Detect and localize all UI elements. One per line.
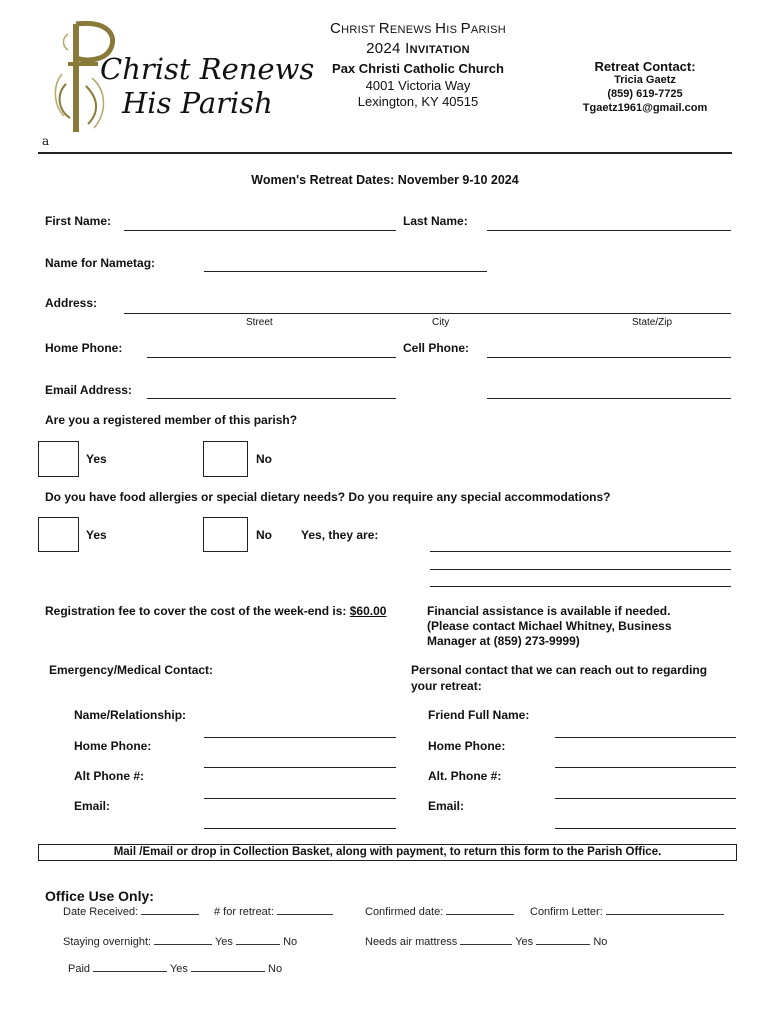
title-part: HRIST bbox=[341, 24, 379, 36]
allergy-detail-line-1[interactable] bbox=[430, 551, 731, 552]
friend-email-label: Email: bbox=[428, 799, 465, 813]
emergency-name-field[interactable] bbox=[204, 737, 396, 738]
emergency-heading: Emergency/Medical Contact: bbox=[49, 663, 214, 677]
date-received bbox=[63, 905, 199, 918]
needs-mattress-yes-field[interactable] bbox=[460, 935, 512, 945]
staying-overnight bbox=[63, 935, 297, 948]
office-heading: Office Use Only: bbox=[45, 888, 154, 904]
retreat-contact-email: Tgaetz1961@gmail.com bbox=[582, 102, 708, 114]
paid-label: Paid bbox=[68, 963, 91, 975]
allergy-question: Do you have food allergies or special dietary needs? Do you require any special accommodations? bbox=[45, 490, 611, 504]
financial-assistance-line-3: Manager at (859) 273-9999) bbox=[427, 634, 580, 648]
date-received-label: Date Received: bbox=[63, 906, 139, 918]
address-label: Address: bbox=[45, 296, 98, 310]
street-caption: Street bbox=[246, 317, 273, 328]
statezip-caption: State/Zip bbox=[632, 317, 673, 328]
member-yes-checkbox[interactable] bbox=[38, 441, 79, 477]
member-no-checkbox[interactable] bbox=[203, 441, 248, 477]
church-name: Pax Christi Catholic Church bbox=[332, 61, 504, 76]
emergency-name-label: Name/Relationship: bbox=[74, 708, 187, 722]
allergy-no-label: No bbox=[256, 528, 272, 542]
confirm-letter bbox=[530, 905, 724, 918]
staying-overnight-no-label: No bbox=[283, 936, 298, 948]
title-part: NVITATION bbox=[409, 44, 470, 56]
paid-no-label: No bbox=[268, 963, 283, 975]
address-field[interactable] bbox=[124, 313, 731, 314]
emergency-home-phone-label: Home Phone: bbox=[74, 739, 152, 753]
title-part: IS bbox=[446, 24, 461, 36]
title-part: R bbox=[378, 20, 390, 37]
staying-overnight-yes-field[interactable] bbox=[154, 935, 212, 945]
allergy-detail-line-3[interactable] bbox=[430, 586, 731, 587]
title-part: 2024 bbox=[366, 40, 406, 57]
fee-description: Registration fee to cover the cost of the week-end is: bbox=[45, 604, 347, 618]
personal-heading-line-1: Personal contact that we can reach out to regarding bbox=[411, 663, 708, 677]
friend-name-field[interactable] bbox=[555, 737, 736, 738]
title-part: P bbox=[460, 20, 471, 37]
confirm-letter-label: Confirm Letter: bbox=[530, 906, 603, 918]
emergency-email-field[interactable] bbox=[204, 828, 396, 829]
home-phone-field[interactable] bbox=[147, 357, 396, 358]
first-name-label: First Name: bbox=[45, 214, 112, 228]
nametag-label: Name for Nametag: bbox=[45, 256, 156, 270]
retreat-contact-name: Tricia Gaetz bbox=[614, 74, 676, 86]
confirmed-date bbox=[365, 905, 514, 918]
logo-corner-mark: a bbox=[42, 134, 50, 148]
friend-home-phone-field[interactable] bbox=[555, 767, 736, 768]
friend-name-label: Friend Full Name: bbox=[428, 708, 530, 722]
church-street: 4001 Victoria Way bbox=[365, 78, 471, 93]
num-retreat-label: # for retreat: bbox=[214, 906, 274, 918]
needs-mattress bbox=[365, 935, 607, 948]
financial-assistance-line-2: (Please contact Michael Whitney, Business bbox=[427, 619, 672, 633]
friend-home-phone-label: Home Phone: bbox=[428, 739, 506, 753]
email-field-continued[interactable] bbox=[487, 398, 731, 399]
friend-alt-phone-field[interactable] bbox=[555, 798, 736, 799]
fee-amount: $60.00 bbox=[349, 604, 387, 618]
email-label: Email Address: bbox=[45, 383, 132, 397]
paid-no-field[interactable] bbox=[191, 962, 265, 972]
retreat-contact-phone: (859) 619-7725 bbox=[607, 88, 683, 100]
mail-note-box bbox=[38, 844, 737, 861]
title-part: C bbox=[329, 20, 342, 37]
email-field[interactable] bbox=[147, 398, 396, 399]
city-caption: City bbox=[432, 317, 450, 328]
title-part: ENEWS bbox=[389, 24, 436, 36]
emergency-email-label: Email: bbox=[74, 799, 111, 813]
logo bbox=[40, 14, 315, 149]
member-yes-label: Yes bbox=[86, 452, 107, 466]
retreat-contact-heading: Retreat Contact: bbox=[594, 59, 696, 74]
header-title-line-1 bbox=[300, 20, 536, 37]
cell-phone-label: Cell Phone: bbox=[403, 341, 470, 355]
logo-line-2: His Parish bbox=[122, 86, 273, 120]
needs-mattress-label: Needs air mattress bbox=[365, 936, 458, 948]
confirmed-date-field[interactable] bbox=[446, 905, 514, 915]
num-retreat-field[interactable] bbox=[277, 905, 333, 915]
staying-overnight-no-field[interactable] bbox=[236, 935, 280, 945]
confirmed-date-label: Confirmed date: bbox=[365, 906, 444, 918]
date-received-field[interactable] bbox=[141, 905, 199, 915]
needs-mattress-no-label: No bbox=[593, 936, 608, 948]
member-no-label: No bbox=[256, 452, 272, 466]
title-part: H bbox=[435, 20, 447, 37]
needs-mattress-no-field[interactable] bbox=[536, 935, 590, 945]
needs-mattress-yes-label: Yes bbox=[515, 936, 534, 948]
last-name-field[interactable] bbox=[487, 230, 731, 231]
allergy-yes-checkbox[interactable] bbox=[38, 517, 79, 552]
yes-they-are-label: Yes, they are: bbox=[301, 528, 379, 542]
fee-text bbox=[45, 604, 386, 618]
paid-yes-label: Yes bbox=[169, 963, 188, 975]
home-phone-label: Home Phone: bbox=[45, 341, 123, 355]
staying-overnight-label: Staying overnight: bbox=[63, 936, 152, 948]
paid-yes-field[interactable] bbox=[93, 962, 167, 972]
header-title-line-2 bbox=[300, 40, 536, 57]
member-question: Are you a registered member of this parish? bbox=[45, 413, 298, 427]
retreat-dates: Women's Retreat Dates: November 9-10 2024 bbox=[251, 173, 519, 187]
personal-heading-line-2: your retreat: bbox=[411, 679, 482, 693]
title-part: I bbox=[405, 40, 410, 57]
church-city: Lexington, KY 40515 bbox=[357, 94, 479, 109]
title-part: ARISH bbox=[470, 24, 507, 36]
allergy-detail-line-2[interactable] bbox=[430, 569, 731, 570]
num-retreat bbox=[214, 905, 333, 918]
last-name-label: Last Name: bbox=[403, 214, 468, 228]
nametag-field[interactable] bbox=[204, 271, 487, 272]
first-name-field[interactable] bbox=[124, 230, 396, 231]
friend-alt-phone-label: Alt. Phone #: bbox=[428, 769, 502, 783]
staying-overnight-yes-label: Yes bbox=[214, 936, 233, 948]
cell-phone-field[interactable] bbox=[487, 357, 731, 358]
emergency-home-phone-field[interactable] bbox=[204, 767, 396, 768]
emergency-alt-phone-label: Alt Phone #: bbox=[74, 769, 145, 783]
friend-email-field[interactable] bbox=[555, 828, 736, 829]
header-divider bbox=[38, 152, 732, 154]
allergy-no-checkbox[interactable] bbox=[203, 517, 248, 552]
financial-assistance-line-1: Financial assistance is available if needed. bbox=[427, 604, 671, 618]
emergency-alt-phone-field[interactable] bbox=[204, 798, 396, 799]
confirm-letter-field[interactable] bbox=[606, 905, 724, 915]
paid bbox=[68, 962, 282, 975]
mail-note: Mail /Email or drop in Collection Basket, along with payment, to return this form to the Parish Office. bbox=[113, 846, 662, 858]
logo-line-1: Christ Renews bbox=[100, 52, 315, 86]
allergy-yes-label: Yes bbox=[86, 528, 107, 542]
